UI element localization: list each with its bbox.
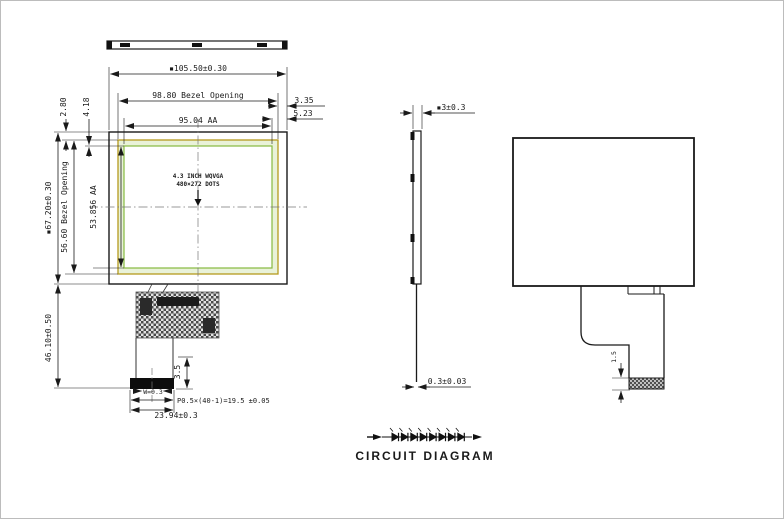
dim-stiffener-length: 3.5	[173, 364, 182, 380]
panel-label-line1: 4.3 INCH WQVGA	[172, 173, 224, 180]
top-view-tab	[257, 43, 267, 47]
dim-contact-finger-width: W=0.3	[143, 388, 163, 396]
drawing-canvas	[1, 1, 784, 519]
dim-right-edge-to-aa: 5.23	[293, 109, 313, 118]
led-icon	[409, 428, 418, 441]
dim-module-height: ▪67.20±0.30	[44, 181, 53, 235]
fpc-component	[140, 298, 152, 315]
led-icon	[437, 428, 446, 441]
front-view	[89, 119, 307, 403]
side-tab	[411, 132, 415, 140]
dim-bezel-opening-width: 98.80 Bezel Opening	[152, 91, 244, 100]
dim-bezel-opening-height: 56.60 Bezel Opening	[60, 161, 69, 253]
led-icon	[446, 428, 455, 441]
fpc-fold-line	[148, 284, 152, 292]
side-tab	[411, 234, 415, 242]
dim-fpc-thickness: 0.3±0.03	[427, 377, 467, 386]
circuit-diagram-title: CIRCUIT DIAGRAM	[355, 449, 495, 463]
dim-aa-height: 53.856 AA	[89, 185, 98, 229]
top-view-tab	[120, 43, 130, 47]
dim-fpc-length: 46.10±0.50	[44, 313, 53, 363]
dim-contact-length: 1.5	[610, 351, 618, 363]
rear-outline	[513, 138, 694, 286]
top-view-end-cap-left	[107, 41, 112, 49]
circuit-terminal-right-icon	[473, 434, 482, 440]
rear-contact-bar	[629, 378, 664, 389]
fpc-fold-line	[163, 284, 168, 292]
top-view-tab	[192, 43, 202, 47]
led-icon	[456, 428, 465, 441]
circuit-diagram	[355, 428, 494, 463]
rear-fpc-tail-left	[581, 286, 629, 378]
dim-top-to-aa: 4.18	[82, 97, 91, 117]
side-profile	[413, 131, 421, 284]
fpc-component	[203, 318, 215, 333]
top-view-end-cap-right	[282, 41, 287, 49]
dim-top-to-bezel: 2.80	[59, 97, 68, 117]
dim-module-width: ▪105.50±0.30	[169, 64, 227, 73]
led-icon	[428, 428, 437, 441]
dim-module-thickness: ▪3±0.3	[436, 103, 466, 112]
panel-label-line2: 480×272 DOTS	[176, 181, 220, 188]
circuit-terminal-left-icon	[373, 434, 382, 440]
side-tab	[411, 277, 415, 284]
rear-view	[513, 138, 694, 403]
led-icon	[390, 428, 399, 441]
led-symbols	[390, 428, 464, 441]
top-view	[107, 41, 287, 49]
led-icon	[418, 428, 427, 441]
fpc-marking	[157, 297, 199, 306]
dim-right-edge-to-bezel: 3.35	[294, 96, 314, 105]
dim-pin-pitch: P0.5×(40-1)=19.5 ±0.05	[177, 397, 270, 405]
led-icon	[399, 428, 408, 441]
side-tab	[411, 174, 415, 182]
side-view	[400, 103, 475, 387]
dim-contact-span: 23.94±0.3	[154, 411, 198, 420]
dim-aa-width: 95.04 AA	[178, 116, 218, 125]
